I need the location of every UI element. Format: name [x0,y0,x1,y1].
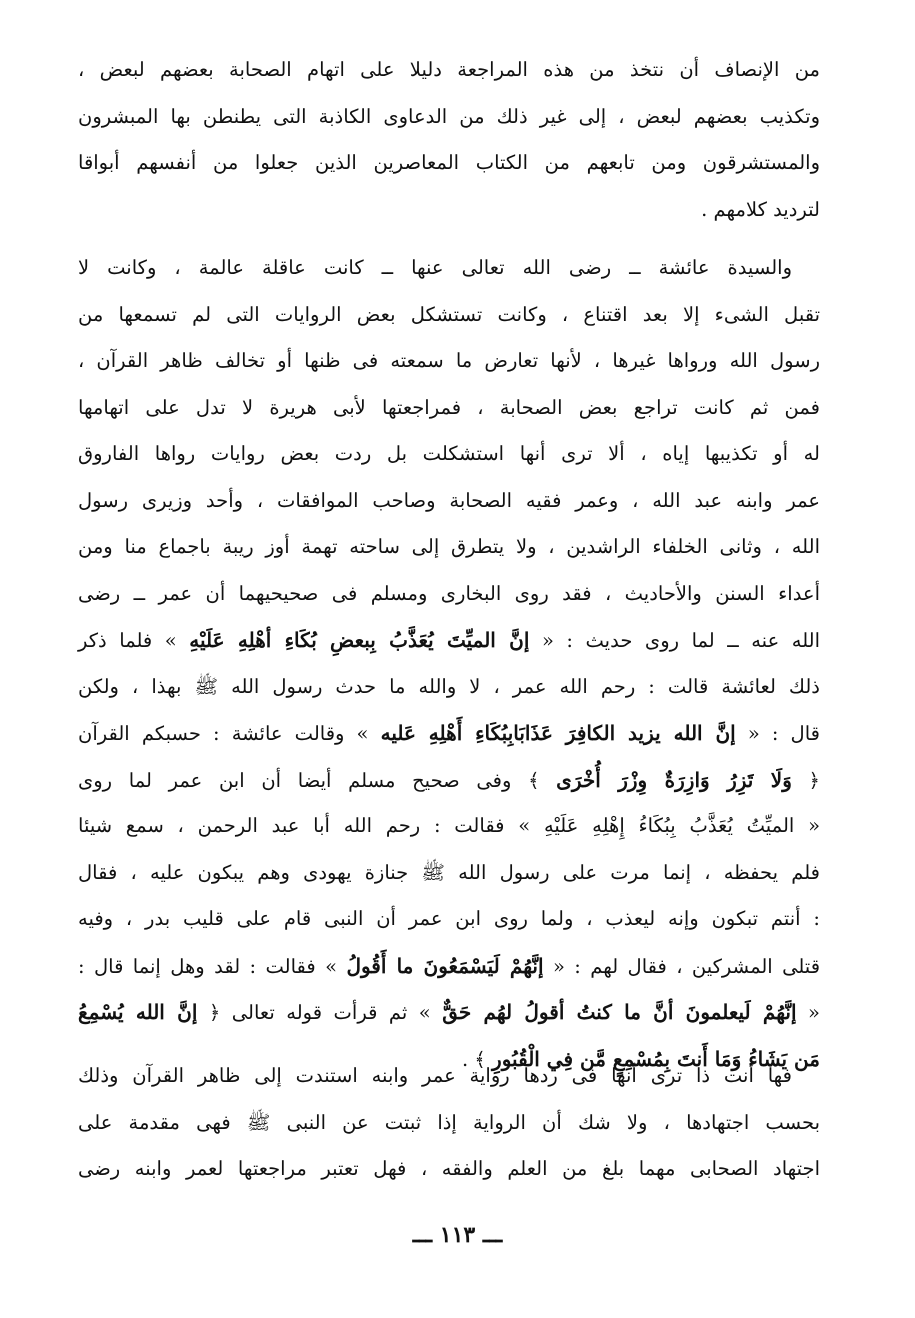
line-text: لترديد كلامهم . [701,197,820,221]
line-text: الله عنه ــ لما روى حديث : « [529,629,821,652]
line-text: والسيدة عائشة ــ رضى الله تعالى عنها ــ كانت عاقلة عالمة ، وكانت لا [78,256,792,279]
line-text: « الميِّتُ يُعَذَّبُ بِبُكَاءُ إِهْلِهِ عَلَيْهِ » فقالت : رحم الله أبا عبد الرحمن ، سمع شيئا [78,814,820,837]
text-line [78,187,820,234]
text-line [78,617,820,664]
line-text: أعداء السنن والأحاديث ، فقد روى البخارى ومسلم فى صحيحيهما أن عمر ــ رضى [78,581,820,605]
text-line [78,431,820,478]
text-line [78,245,820,292]
quoted-text: إنَّ الله يُسْمِعُ [78,1000,198,1024]
line-text: من الإنصاف أن نتخذ من هذه المراجعة دليلا على اتهام الصحابة بعضهم لبعض ، [78,58,820,81]
text-line [78,338,820,385]
line-text: عمر وابنه عبد الله ، وعمر فقيه الصحابة وصاحب الموافقات ، وأحد وزيرى رسول [78,488,820,512]
text-line [78,803,820,850]
text-line [78,1146,820,1193]
line-text: فها أنت ذا ترى أنها فى ردها رواية عمر وابنه استندت إلى ظاهر القرآن وذلك [78,1064,792,1087]
line-text: بحسب اجتهادها ، ولا شك أن الرواية إذا ثبتت عن النبى ﷺ فهى مقدمة على [78,1110,820,1134]
line-text: تقبل الشىء إلا بعد اقتناع ، وكانت تستشكل بعض الروايات التى لم تسمعها من [78,302,820,326]
line-text: الله ، وثانى الخلفاء الراشدين ، ولا يتطرق إلى ساحته تهمة أوز ريبة باجماع منا ومن [78,535,820,558]
text-line [78,524,820,571]
line-text: فلم يحفظه ، إنما مرت على رسول الله ﷺ جنازة يهودى وهم يبكون عليه ، فقال [78,860,820,884]
text-line [78,1053,820,1100]
quoted-text: إنَّهُمْ لَيعلمونَ أنَّ ما كنتُ أقولُ لهُم حَقٌّ [442,1000,797,1024]
text-line [78,47,820,94]
line-text: قال : « [735,722,820,745]
text-line [78,94,820,141]
page-number: ـــ ١١٣ ـــ [412,1222,503,1248]
text-line [78,896,820,943]
line-text: ﴿ [791,768,820,792]
paragraph-1 [78,47,820,233]
line-text: له أو تكذيبها إياه ، ألا ترى أنها استشكلت بل ردت بعض روايات رواها الفاروق [78,442,820,465]
paragraph-2 [78,245,820,1082]
text-line [78,710,820,757]
line-text: ﴾ . [462,1047,493,1071]
text-line [78,850,820,897]
paragraph-3 [78,1053,820,1193]
line-text: رسول الله ورواها غيرها ، لأنها تعارض ما سمعته فى ظنها أو تخالف ظاهر القرآن ، [78,349,820,372]
line-text: وتكذيب بعضهم لبعض ، إلى غير ذلك من الدعاوى الكاذبة التى يطنطن بها المبشرون [78,104,820,128]
quoted-text: إنَّ الميِّتَ يُعَذَّبُ بِبعضِ بُكَاءِ أهْلِهِ عَلَيْهِ [189,628,530,652]
line-text: » فلما ذكر [78,629,190,652]
quoted-text: وَلَا تَزِرُ وَازِرَةٌ وِزْرَ أُخْرَى [556,767,792,792]
text-line [78,664,820,711]
line-text: فمن ثم كانت تراجع بعض الصحابة ، فمراجعتها لأبى هريرة لا تدل على اتهامها [78,395,820,419]
line-text: ذلك لعائشة قالت : رحم الله عمر ، لا والله ما حدث رسول الله ﷺ بهذا ، ولكن [78,674,820,698]
quoted-text: إنَّهُمْ لَيَسْمَعُونَ ما أَقُولُ [346,953,544,978]
line-text: » فقالت : لقد وهل إنما قال : [78,954,347,978]
line-text: » ثم قرأت قوله تعالى ﴿ [197,1001,443,1024]
line-text: قتلى المشركين ، فقال لهم : « [543,954,821,978]
text-line [78,385,820,432]
line-text: » وقالت عائشة : حسبكم القرآن [78,722,381,745]
text-line [78,292,820,339]
quoted-text: إنَّ الله يزيد الكافِرَ عَذَابَابِبُكَاءِ أَهْلِهِ عَليه [380,721,736,745]
quoted-text: مَن يَشَاءُ وَمَا أَنتَ بِمُسْمِعٍ مَّن فِي الْقُبُورِ [492,1046,820,1071]
text-line [78,478,820,525]
line-text: : أنتم تبكون وإنه ليعذب ، ولما روى ابن عمر أن النبى قام على قليب بدر ، وفيه [78,907,820,930]
text-line [78,1100,820,1147]
text-line [78,989,820,1036]
line-text: والمستشرقون ومن تابعهم من الكتاب المعاصرين الذين جعلوا من أنفسهم أبواقا [78,151,820,174]
line-text: « [796,1001,820,1024]
text-line [78,140,820,187]
line-text: ﴾ وفى صحيح مسلم أيضا أن ابن عمر لما روى [78,768,557,792]
text-line [78,943,820,990]
text-line [78,571,820,618]
text-line [78,757,820,804]
line-text: اجتهاد الصحابى مهما بلغ من العلم والفقه ، فهل تعتبر مراجعتها لعمر وابنه رضى [78,1157,820,1180]
